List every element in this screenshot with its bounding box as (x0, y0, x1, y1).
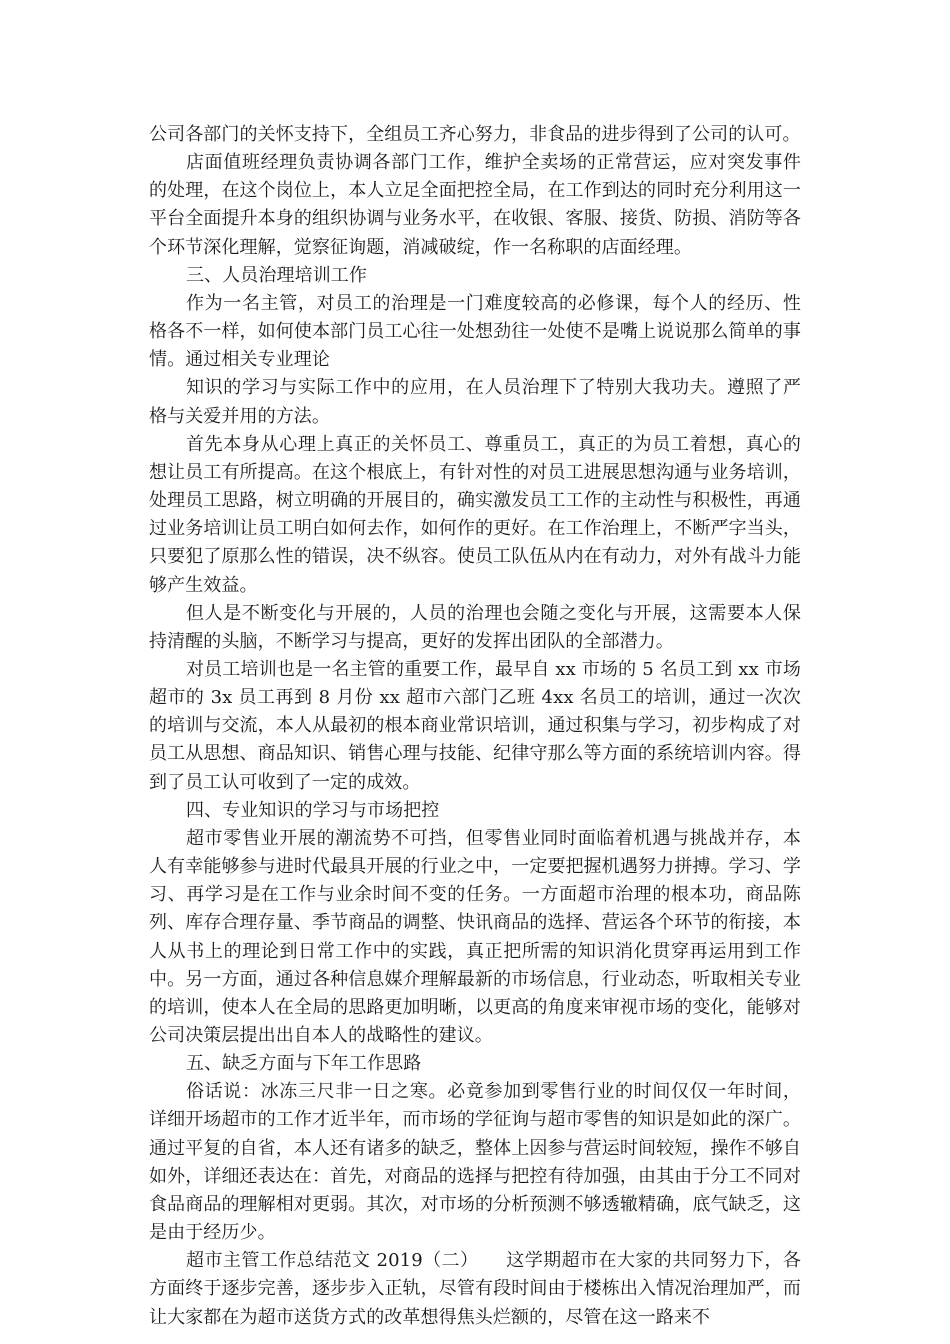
paragraph-5: 知识的学习与实际工作中的应用，在人员治理下了特别大我功夫。遵照了严格与关爱并用的方法。 (149, 377, 801, 427)
paragraph-12: 俗话说：冰冻三尺非一日之寒。必竟参加到零售行业的时间仅仅一年时间，详细开场超市的工作才近半年，而市场的学征询与超市零售的知识是如此的深广。通过平复的自省，本人还有诸多的缺乏，整体上因参与营运时间较短，操作不够自如外，详细还表达在：首先，对商品的选择与把控有待加强，由其由于分工不同对食品商品的理解相对更弱。其次，对市场的分析预测不够透辙精确，底气缺乏，这是由于经历少。 (149, 1081, 801, 1244)
section-heading-5: 五、缺乏方面与下年工作思路 (186, 1053, 422, 1075)
paragraph-2: 店面值班经理负责协调各部门工作，维护全卖场的正常营运，应对突发事件的处理，在这个岗位上，本人立足全面把控全局，在工作到达的同时充分利用这一平台全面提升本身的组织协调与业务水平，在收银、客服、接货、防损、消防等各个环节深化理解，觉察征询题，消减破绽，作一名称职的店面经理。 (149, 152, 801, 258)
paragraph-13: 超市主管工作总结范文 2019（二） 这学期超市在大家的共同努力下，各方面终于逐步完善，逐步步入正轨，尽管有段时间由于楼栋出入情况治理加严，而让大家都在为超市送货方式的改革想得焦头烂额的，尽管在这一路来不 (149, 1250, 801, 1328)
paragraph-1: 公司各部门的关怀支持下，全组员工齐心努力，非食品的进步得到了公司的认可。 (149, 124, 801, 145)
section-heading-3: 三、人员治理培训工作 (186, 264, 367, 286)
section-heading-4: 四、专业知识的学习与市场把控 (186, 799, 440, 821)
paragraph-10: 超市零售业开展的潮流势不可挡，但零售业同时面临着机遇与挑战并存，本人有幸能够参与进时代最具开展的行业之中，一定要把握机遇努力拼搏。学习、学习、再学习是在工作与业余时间不变的任务。一方面超市治理的根本功，商品陈列、库存合理存量、季节商品的调整、快讯商品的选择、营运各个环节的衔接，本人从书上的理论到日常工作中的实践，真正把所需的知识消化贯穿再运用到工作中。另一方面，通过各种信息媒介理解最新的市场信息，行业动态，听取相关专业的培训，使本人在全局的思路更加明晰，以更高的角度来审视市场的变化，能够对公司决策层提出出自本人的战略性的建议。 (149, 827, 801, 1046)
paragraph-8: 对员工培训也是一名主管的重要工作，最早自 xx 市场的 5 名员工到 xx 市场超市的 3x 员工再到 8 月份 xx 超市六部门乙班 4xx 名员工的培训，通过一次次的培训与交流，本人从最初的根本商业常识培训，通过积集与学习，初步构成了对员工从思想、商品知识、销售心理与技能、纪律守那么等方面的系统培训内容。得到了员工认可收到了一定的成效。 (149, 658, 801, 793)
document-page (149, 121, 801, 1332)
paragraph-7: 但人是不断变化与开展的，人员的治理也会随之变化与开展，这需要本人保持清醒的头脑，不断学习与提高，更好的发挥出团队的全部潜力。 (149, 602, 801, 652)
paragraph-4: 作为一名主管，对员工的治理是一门难度较高的必修课，每个人的经历、性格各不一样，如何使本部门员工心往一处想劲往一处使不是嘴上说说那么简单的事情。通过相关专业理论 (149, 292, 801, 371)
paragraph-6: 首先本身从心理上真正的关怀员工、尊重员工，真正的为员工着想，真心的想让员工有所提高。在这个根底上，有针对性的对员工进展思想沟通与业务培训，处理员工思路，树立明确的开展目的，确实激发员工工作的主动性与积极性，再通过业务培训让员工明白如何去作，如何作的更好。在工作治理上，不断严字当头，只要犯了原那么性的错误，决不纵容。使员工队伍从内在有动力，对外有战斗力能够产生效益。 (149, 433, 801, 596)
